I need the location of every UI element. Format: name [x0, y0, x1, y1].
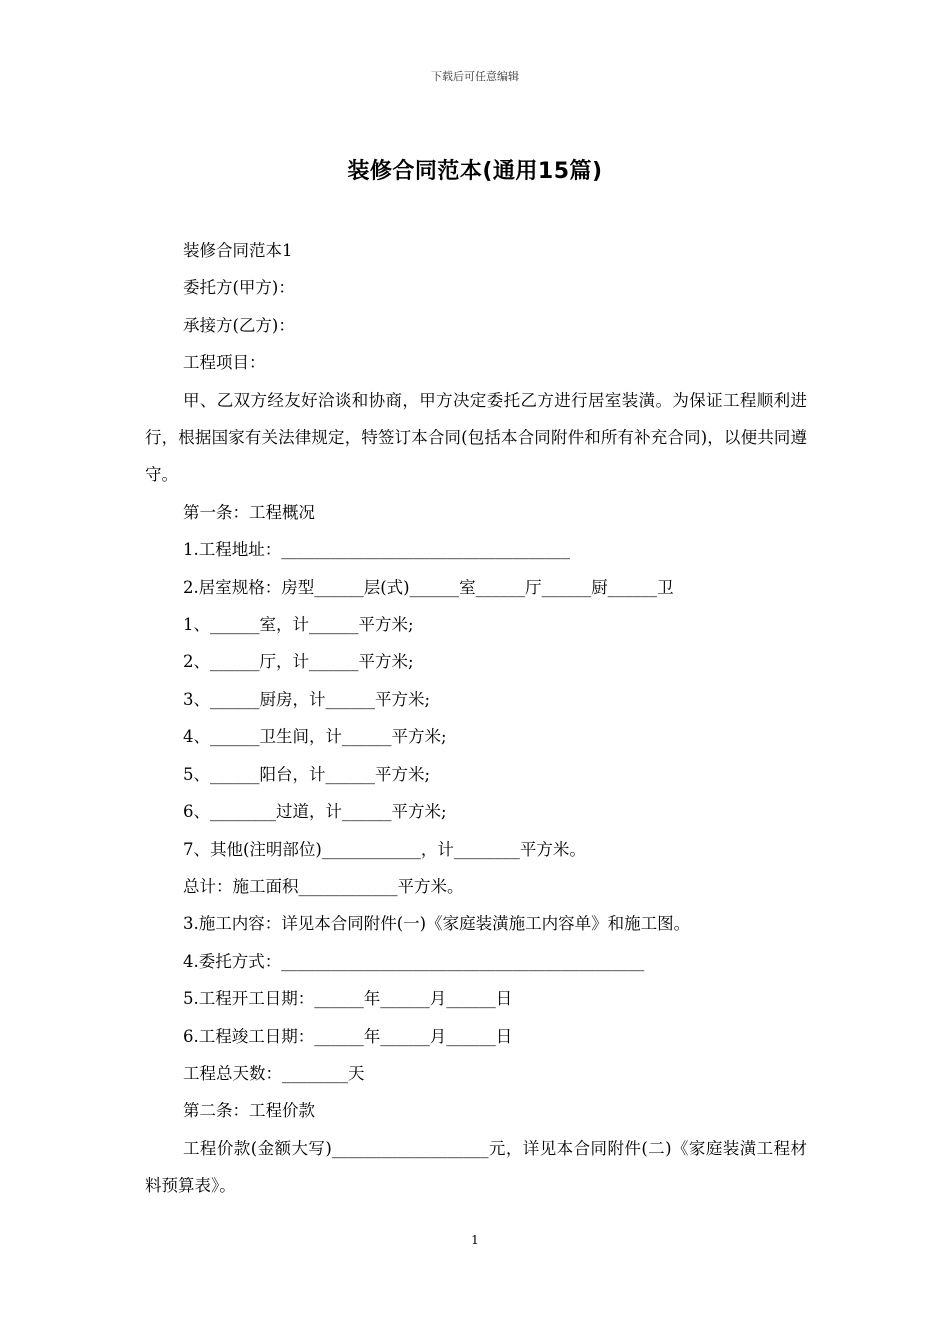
address-line: 1.工程地址：___________________________________ — [183, 540, 570, 560]
total-area-line: 总计：施工面积____________平方米。 — [183, 876, 464, 896]
project-line: 工程项目： — [183, 353, 266, 373]
party-a-line: 委托方(甲方)： — [183, 278, 295, 298]
start-date-line: 5.工程开工日期：______年______月______日 — [183, 989, 513, 1009]
room-item: 7、其他(注明部位)____________，计________平方米。 — [183, 839, 586, 859]
price-paragraph: 工程价款(金额大写)___________________元，详见本合同附件(二)《家庭装潢工程材料预算表》。 — [145, 1138, 807, 1196]
page-number: 1 — [471, 1233, 479, 1247]
completion-date-line: 6.工程竣工日期：______年______月______日 — [183, 1026, 513, 1046]
room-item: 3、______厨房，计______平方米; — [183, 689, 431, 709]
header-note: 下载后可任意编辑 — [431, 70, 519, 83]
section-heading: 装修合同范本1 — [183, 241, 293, 260]
intro-paragraph: 甲、乙双方经友好洽谈和协商，甲方决定委托乙方进行居室装潢。为保证工程顺利进行，根据国家有关法律规定，特签订本合同(包括本合同附件和所有补充合同)，以便共同遵守。 — [145, 390, 807, 485]
document-body — [145, 232, 807, 1205]
room-spec-line: 2.居室规格：房型______层(式)______室______厅______厨______卫 — [183, 577, 674, 597]
article-2-heading: 第二条：工程价款 — [183, 1101, 315, 1121]
party-b-line: 承接方(乙方)： — [183, 315, 295, 335]
commission-method-line: 4.委托方式：____________________________________________ — [183, 951, 645, 971]
total-days-line: 工程总天数：________天 — [183, 1063, 365, 1083]
room-item: 1、______室，计______平方米; — [183, 615, 414, 635]
room-item: 4、______卫生间，计______平方米; — [183, 727, 447, 747]
room-item: 5、______阳台，计______平方米; — [183, 764, 431, 784]
room-item: 6、________过道，计______平方米; — [183, 802, 447, 822]
construction-content-line: 3.施工内容：详见本合同附件(一)《家庭装潢施工内容单》和施工图。 — [183, 914, 691, 934]
article-1-heading: 第一条：工程概况 — [183, 502, 315, 522]
document-title: 装修合同范本(通用15篇) — [347, 159, 603, 184]
room-item: 2、______厅，计______平方米; — [183, 652, 414, 672]
